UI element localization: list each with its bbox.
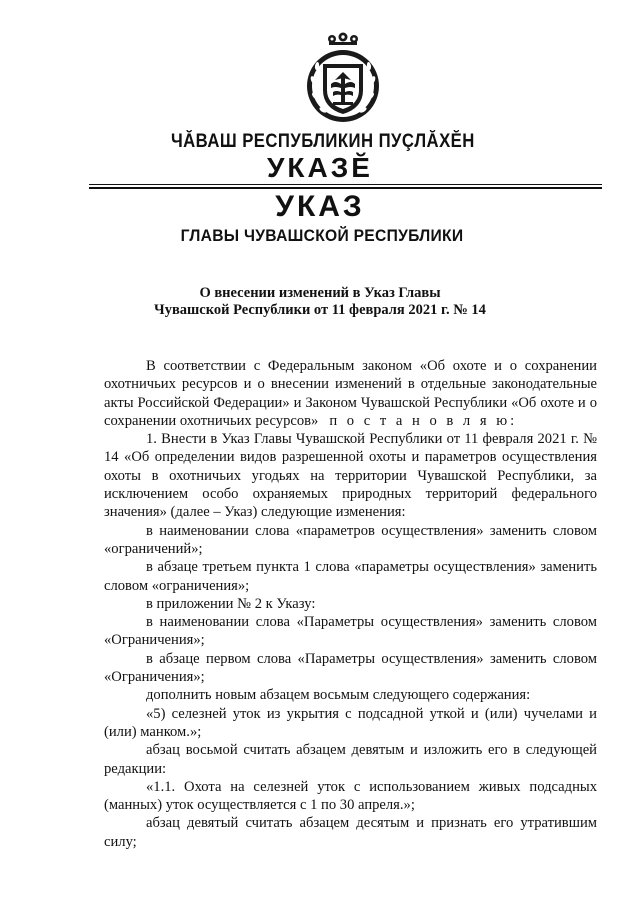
intro-paragraph (104, 357, 597, 430)
change-paragraph-6: дополнить новым абзацем восьмым следующего содержания: (146, 687, 531, 704)
change-paragraph-9: «1.1. Охота на селезней уток с использованием живых подсадных (манных) уток осуществляется с 1 по 30 апреля.»; (104, 778, 597, 814)
change-paragraph-8: абзац восьмой считать абзацем девятым и изложить его в следующей редакции: (104, 742, 597, 777)
chuvash-document-type: УКАЗĔ (267, 152, 373, 183)
chuvash-issuer-title: ЧĂВАШ РЕСПУБЛИКИН ПУÇЛĂХĔН (170, 131, 475, 152)
divider-thick (89, 187, 602, 189)
russian-issuer-title: ГЛАВЫ ЧУВАШСКОЙ РЕСПУБЛИКИ (180, 226, 464, 245)
document-subject (0, 285, 640, 319)
change-paragraph-3: в приложении № 2 к Указу: (146, 595, 316, 612)
change-paragraph-10: абзац девятый считать абзацем десятым и признать его утратившим силу; (104, 815, 597, 850)
divider-thin (89, 184, 602, 185)
decree-word: п о с т а н о в л я ю: (329, 412, 518, 429)
intro-text: В соответствии с Федеральным законом «Об охоте и о сохранении охотничьих ресурсов и о внесении изменений в отдельные законодательные акты Российской Федерации» и Законом Чувашской Республики «Об охоте и о сохранении охотничьих ресурсов» (104, 358, 597, 429)
change-paragraph-7: «5) селезней уток из укрытия с подсадной уткой и (или) чучелами и (или) манком.»; (104, 705, 597, 740)
subject-line-2: Чувашской Республики от 11 февраля 2021 г. № 14 (154, 302, 486, 318)
document-body (104, 357, 597, 851)
change-paragraph-5: в абзаце первом слова «Параметры осуществления» заменить словом «Ограничения»; (104, 650, 597, 686)
item-1-paragraph: 1. Внести в Указ Главы Чувашской Республики от 11 февраля 2021 г. № 14 «Об определении видов разрешенной охоты и параметров осуществления охоты в охотничьих угодьях на территории Чувашской Республики, за исключением особо охраняемых природных территорий федерального значения» (далее – Указ) следующие изменения: (104, 431, 597, 521)
russian-document-type: УКАЗ (275, 190, 365, 223)
subject-line-1: О внесении изменений в Указ Главы (199, 285, 441, 301)
change-paragraph-2: в абзаце третьем пункта 1 слова «параметры осуществления» заменить словом «ограничения»; (104, 559, 597, 594)
chuvash-coat-of-arms-icon (305, 30, 381, 130)
change-paragraph-4: в наименовании слова «Параметры осуществления» заменить словом «Ограничения»; (104, 614, 597, 649)
change-paragraph-1: в наименовании слова «параметров осуществления» заменить словом «ограничений»; (104, 522, 597, 557)
